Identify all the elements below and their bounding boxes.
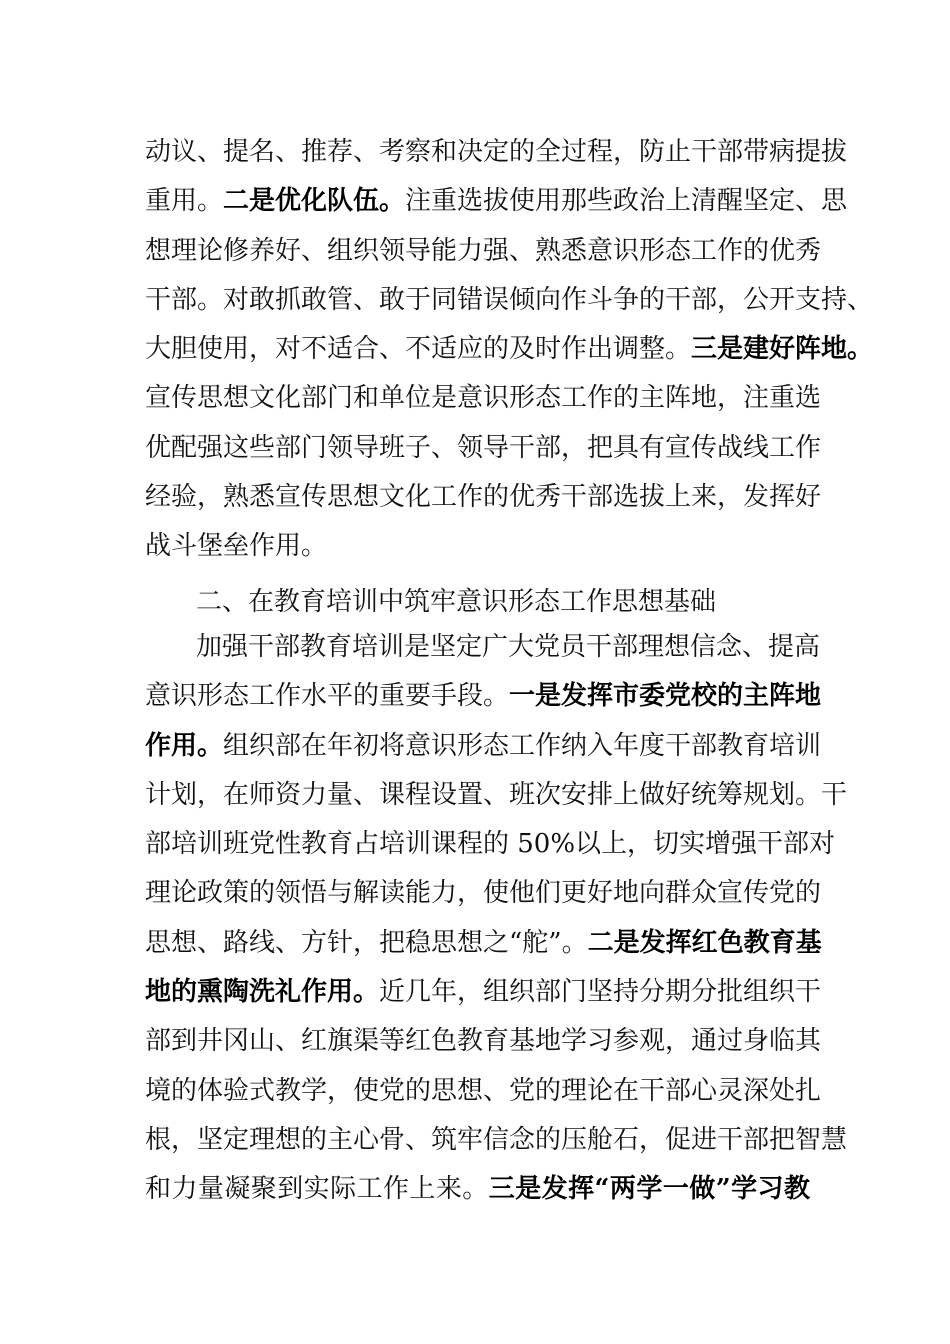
text-line: 战斗堡垒作用。 — [145, 531, 328, 562]
bold-point-three: 三是建好阵地。 — [691, 334, 874, 365]
bold-point-one-cont: 作用。 — [145, 730, 224, 761]
text-line: 理论政策的领悟与解读能力，使他们更好地向群众宣传党的 — [145, 878, 822, 909]
text-line: 部培训班党性教育占培训课程的 50%以上，切实增强干部对 — [145, 829, 836, 860]
text-line: 干部。对敢抓敢管、敢于同错误倾向作斗争的干部，公开支持、 — [145, 284, 874, 315]
text-line: 部到井冈山、红旗渠等红色教育基地学习参观，通过身临其 — [145, 1026, 822, 1057]
text-line: 宣传思想文化部门和单位是意识形态工作的主阵地，注重选 — [145, 383, 822, 414]
text-line: 地的熏陶洗礼作用。近几年，组织部门坚持分期分批组织干 — [145, 977, 822, 1008]
bold-point-two-cont: 地的熏陶洗礼作用。 — [145, 977, 380, 1008]
text-line-indented: 加强干部教育培训是坚定广大党员干部理想信念、提高 — [196, 632, 821, 662]
text-line: 经验，熟悉宣传思想文化工作的优秀干部选拔上来，发挥好 — [145, 482, 822, 513]
text-line: 作用。组织部在年初将意识形态工作纳入年度干部教育培训 — [145, 730, 822, 761]
text-line: 大胆使用，对不适合、不适应的及时作出调整。三是建好阵地。 — [145, 334, 874, 365]
text-line: 想理论修养好、组织领导能力强、熟悉意识形态工作的优秀 — [145, 235, 822, 266]
text-line: 计划，在师资力量、课程设置、班次安排上做好统筹规划。干 — [145, 779, 848, 810]
bold-point-one: 一是发挥市委党校的主阵地 — [509, 681, 822, 712]
text-line: 意识形态工作水平的重要手段。一是发挥市委党校的主阵地 — [145, 681, 822, 712]
text-line: 动议、提名、推荐、考察和决定的全过程，防止干部带病提拔 — [145, 137, 848, 167]
paragraph-education-training — [145, 623, 848, 1215]
text-line: 重用。二是优化队伍。注重选拔使用那些政治上清醒坚定、思 — [145, 186, 848, 217]
text-line: 根，坚定理想的主心骨、筑牢信念的压舱石，促进干部把智慧 — [145, 1124, 848, 1155]
section-heading: 二、在教育培训中筑牢意识形态工作思想基础 — [196, 587, 717, 617]
paragraph-selection-and-appointment — [145, 128, 874, 572]
bold-point-two: 二是优化队伍。 — [223, 186, 406, 217]
text-line: 优配强这些部门领导班子、领导干部，把具有宣传战线工作 — [145, 432, 822, 463]
bold-point-two: 二是发挥红色教育基 — [587, 927, 822, 958]
bold-point-three: 三是发挥“两学一做”学习教 — [488, 1174, 810, 1205]
text-line: 境的体验式教学，使党的思想、党的理论在干部心灵深处扎 — [145, 1075, 822, 1106]
text-line: 和力量凝聚到实际工作上来。三是发挥“两学一做”学习教 — [145, 1174, 810, 1205]
text-line: 思想、路线、方针，把稳思想之“舵”。二是发挥红色教育基 — [145, 927, 822, 958]
